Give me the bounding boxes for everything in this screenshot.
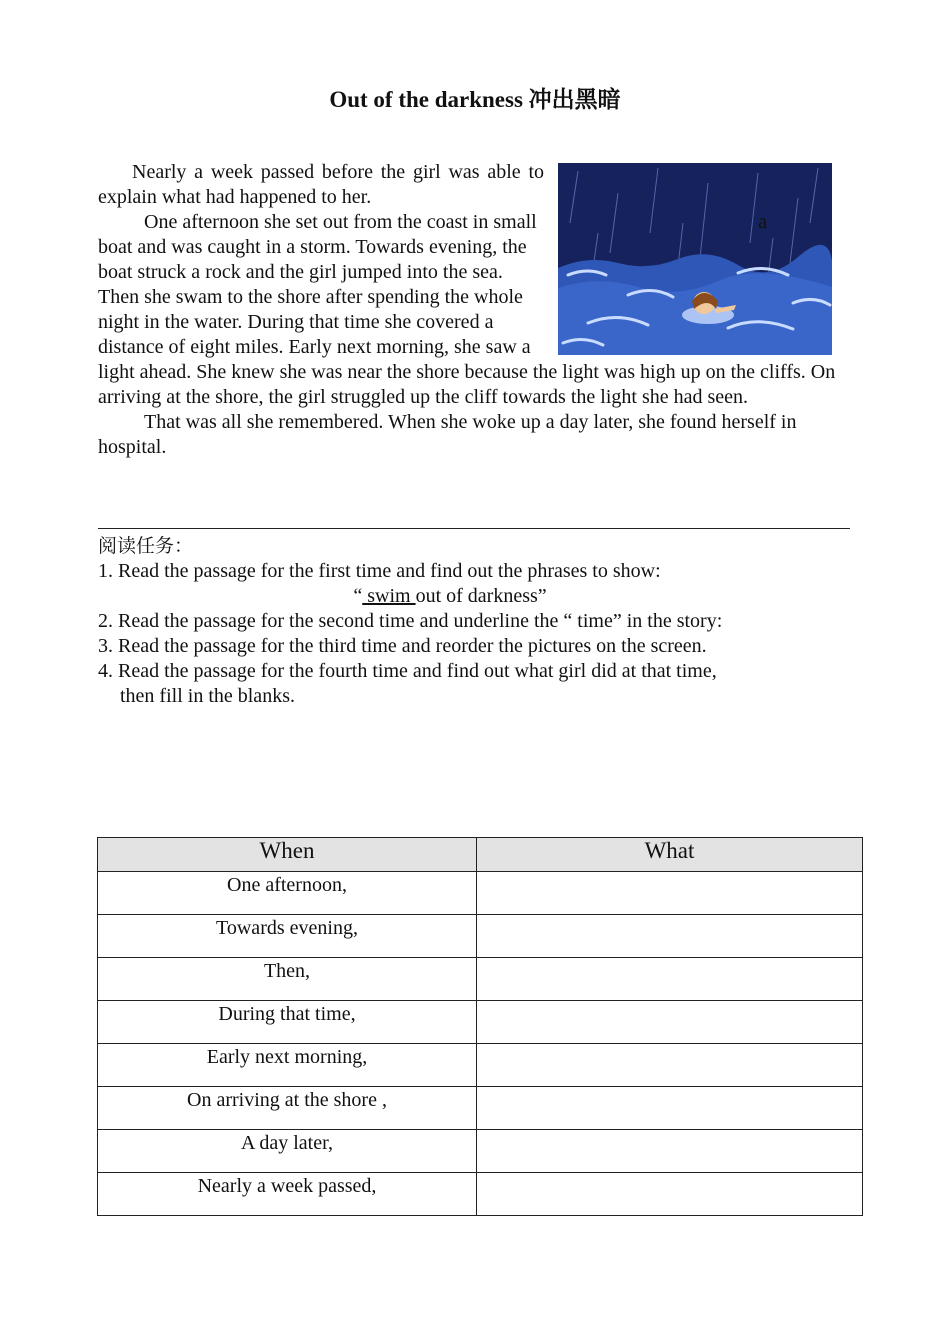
paragraph-2-article: a	[758, 211, 767, 233]
when-cell: Nearly a week passed,	[98, 1173, 477, 1216]
reading-tasks	[98, 534, 862, 709]
when-cell: Early next morning,	[98, 1044, 477, 1087]
when-cell: Then,	[98, 958, 477, 1001]
header-when: When	[98, 838, 477, 872]
when-cell: A day later,	[98, 1130, 477, 1173]
storm-illustration-svg	[558, 163, 832, 355]
what-cell[interactable]	[477, 1087, 863, 1130]
task-3: 3. Read the passage for the third time and reorder the pictures on the screen.	[98, 635, 707, 657]
page-title: Out of the darkness 冲出黑暗	[329, 87, 621, 112]
table-row	[98, 915, 863, 958]
paragraph-1: Nearly a week passed before the girl was able to explain what had happened to her.	[98, 161, 544, 208]
when-cell: On arriving at the shore ,	[98, 1087, 477, 1130]
task-1-close: out of darkness”	[415, 585, 547, 607]
task-1: 1. Read the passage for the first time and find out the phrases to show:	[98, 560, 661, 582]
what-cell[interactable]	[477, 872, 863, 915]
paragraph-2-rest: small boat and was caught in a storm. Towards evening, the boat struck a rock and the girl jumped into the sea. Then she swam to the shore after spending the whole night in the water. During that time she covered a distance of eight miles. Early next morning, she saw a light ahead. She knew she was near the shore because the light was high up on the cliffs. On arriving at the shore, the girl struggled up the cliff towards the light she had seen.	[98, 211, 836, 408]
header-what: What	[477, 838, 863, 872]
table-header-row	[98, 838, 863, 872]
when-what-table	[97, 837, 863, 1216]
table-row	[98, 1173, 863, 1216]
storm-sea-girl-illustration	[558, 163, 832, 355]
when-cell: Towards evening,	[98, 915, 477, 958]
task-4-continued: then fill in the blanks.	[120, 685, 295, 707]
table-row	[98, 1130, 863, 1173]
task-2: 2. Read the passage for the second time and underline the “ time” in the story:	[98, 610, 723, 632]
when-cell: During that time,	[98, 1001, 477, 1044]
what-cell[interactable]	[477, 1173, 863, 1216]
what-cell[interactable]	[477, 915, 863, 958]
table-row	[98, 1087, 863, 1130]
paragraph-3: That was all she remembered. When she woke up a day later, she found herself in hospital.	[98, 411, 797, 458]
table-row	[98, 958, 863, 1001]
task-1-answer-line	[98, 584, 862, 609]
table-row	[98, 1044, 863, 1087]
tasks-heading: 阅读任务：	[98, 535, 194, 557]
task-1-blank[interactable]: swim	[362, 585, 416, 607]
what-cell[interactable]	[477, 958, 863, 1001]
what-cell[interactable]	[477, 1130, 863, 1173]
table-row	[98, 872, 863, 915]
divider-line	[98, 500, 850, 529]
what-cell[interactable]	[477, 1001, 863, 1044]
task-1-open-quote: “	[353, 585, 363, 607]
what-cell[interactable]	[477, 1044, 863, 1087]
table-row	[98, 1001, 863, 1044]
passage	[98, 160, 862, 460]
paragraph-2-start: One afternoon she set out from the coast in	[144, 211, 489, 233]
when-cell: One afternoon,	[98, 872, 477, 915]
task-4: 4. Read the passage for the fourth time and find out what girl did at that time,	[98, 660, 717, 682]
